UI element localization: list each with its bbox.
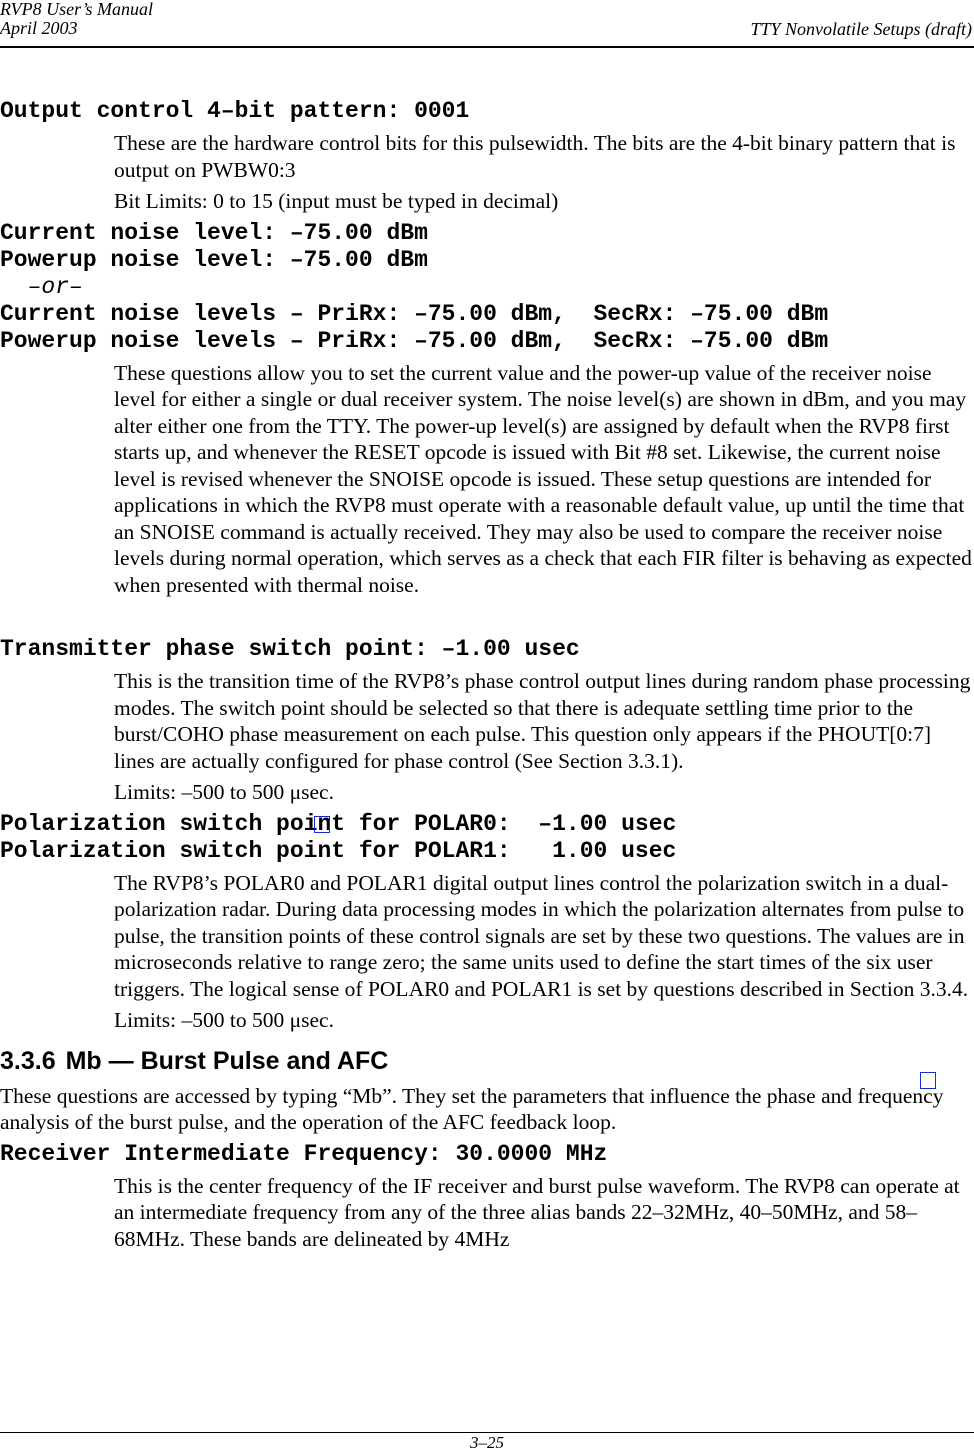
polar1-question: Polarization switch point for POLAR1: 1.00 usec xyxy=(0,837,677,864)
link-annotation-box[interactable] xyxy=(920,1072,936,1089)
or-separator: –or– xyxy=(0,273,83,300)
powerup-noise-question: Powerup noise level: –75.00 dBm xyxy=(0,246,428,273)
section-heading xyxy=(0,1046,974,1076)
output-control-description: These are the hardware control bits for this pulsewidth. The bits are the 4-bit binary pattern that is output on PWBW0:3 xyxy=(114,131,956,182)
link-annotation-box[interactable] xyxy=(314,816,330,833)
polar0-question: Polarization switch point for POLAR0: –1.00 usec xyxy=(0,810,677,837)
if-frequency-question: Receiver Intermediate Frequency: 30.0000 MHz xyxy=(0,1140,608,1167)
page-footer xyxy=(0,1432,974,1453)
polar-description: The RVP8’s POLAR0 and POLAR1 digital output lines control the polarization switch in a dual-polarization radar. During data processing modes in which the polarization alternates from pulse to pulse, the transition points of these control signals are set by these two questions. The values are in microseconds relative to range zero; the same units used to define the start times of the six user triggers. The logical sense of POLAR0 and POLAR1 is set by questions described in Section 3.3.4. xyxy=(114,870,969,1001)
output-control-limits: Bit Limits: 0 to 15 (input must be typed in decimal) xyxy=(114,189,559,213)
tx-phase-description: This is the transition time of the RVP8’s phase control output lines during random phase processing modes. The switch point should be selected so that there is adequate settling time prior to the burst/COHO phase measurement on each pulse. This question only appears if the PHOUT[0:7] lines are actually configured for phase control (See Section 3.3.1). xyxy=(114,669,971,773)
section-intro: These questions are accessed by typing “Mb”. They set the parameters that influence the phase and frequency analysis of the burst pulse, and the operation of the AFC feedback loop. xyxy=(0,1083,944,1134)
current-noise-question: Current noise level: –75.00 dBm xyxy=(0,219,428,246)
header-left xyxy=(0,0,153,38)
header-date: April 2003 xyxy=(0,18,78,38)
page-number: 3–25 xyxy=(470,1433,504,1452)
header-section-title: TTY Nonvolatile Setups (draft) xyxy=(750,19,972,39)
spacer xyxy=(0,603,974,636)
output-control-question: Output control 4–bit pattern: 0001 xyxy=(0,98,470,124)
if-frequency-description: This is the center frequency of the IF receiver and burst pulse waveform. The RVP8 can operate at an intermediate frequency from any of the three alias bands 22–32MHz, 40–50MHz, and 58–68MHz. These bands are delineated by 4MHz xyxy=(114,1173,960,1251)
tx-phase-limits: Limits: –500 to 500 μsec. xyxy=(114,780,334,804)
noise-description: These questions allow you to set the current value and the power-up value of the receiver noise level for either a single or dual receiver system. The noise level(s) are shown in dBm, and you may alter either one from the TTY. The power-up level(s) are assigned by default when the RVP8 first starts up, and whenever the RESET opcode is issued with Bit #8 set. Likewise, the current noise level is revised whenever the SNOISE opcode is issued. These setup questions are intended for applications in which the RVP8 must operate with a reasonable default value, up until the time that an SNOISE command is actually received. They may also be used to compare the receiver noise levels during normal operation, which serves as a check that each FIR filter is behaving as expected when presented with thermal noise. xyxy=(114,360,972,597)
current-noise-levels-question: Current noise levels – PriRx: –75.00 dBm, SecRx: –75.00 dBm xyxy=(0,300,829,327)
manual-title: RVP8 User’s Manual xyxy=(0,0,153,19)
page-body xyxy=(0,98,974,1257)
polar-limits: Limits: –500 to 500 μsec. xyxy=(114,1008,334,1032)
tx-phase-question: Transmitter phase switch point: –1.00 usec xyxy=(0,636,580,662)
section-number: 3.3.6 xyxy=(0,1046,56,1075)
page-header xyxy=(0,0,974,48)
powerup-noise-levels-question: Powerup noise levels – PriRx: –75.00 dBm, SecRx: –75.00 dBm xyxy=(0,327,829,354)
section-title: Mb — Burst Pulse and AFC xyxy=(65,1046,389,1075)
